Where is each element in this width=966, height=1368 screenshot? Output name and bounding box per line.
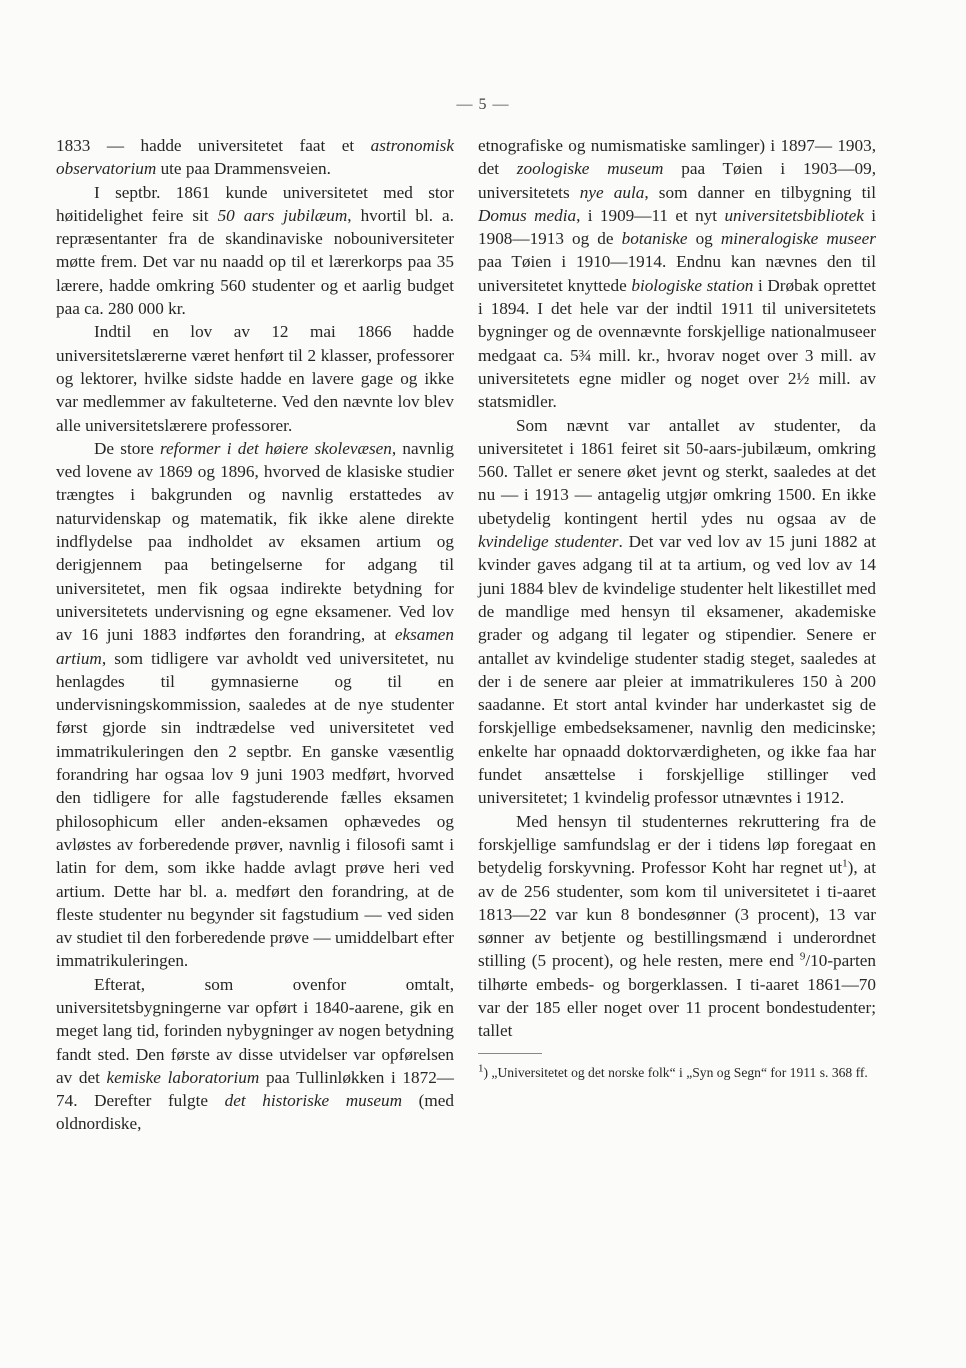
text-run: i Drøbak oprettet i 1894. I det hele var der indtil 1911 til universitetets bygninger og de ovennævnte forskjellige nationalmuseer medgaat ca. 5¾ mill. kr., hvorav noget over 3 mill. av universitetets egne midler og noget over 2½ mill. av statsmidler. xyxy=(478,275,876,412)
text-run: , som tidligere var avholdt ved universitetet, nu henlagdes til gymnasierne og til en undervisningskommission, saaledes at de nye studenter først gjorde sin indtrædelse ved universitetet ved immatrikuleringen den 2 septbr. En ganske væsentlig forandring har ogsaa lov 9 juni 1903 medført, hvorved den tidligere for alle fagstuderende fælles eksamen philosophicum eller anden-eksamen ophævedes og avløstes av forberedende prøver, navnlig i filosofi samt i latin for dem, som ikke hadde avlagt prøve heri ved artium. Dette har bl. a. medført den forandring, at de fleste studenter nu begynder sit fagstudium — ved siden av studiet til den forberedende prøve — umiddelbart efter immatrikuleringen. xyxy=(56,648,454,971)
paragraph xyxy=(478,810,876,1043)
footnote-text: ) „Universitetet og det norske folk“ i „Syn og Segn“ for 1911 s. 368 ff. xyxy=(483,1064,868,1080)
text-run: , som danner en tilbygning til xyxy=(644,182,876,202)
text-run: Som nævnt var antallet av studenter, da universitetet i 1861 feiret sit 50-aars-jubilæum, omkring 560. Tallet er senere øket jevnt og sterkt, saaledes at det nu — i 1913 — antagelig utgjør omkring 1500. En ikke ubetydelig kontingent hertil ydes nu ogsaa av de xyxy=(478,415,876,528)
text-run: Indtil en lov av 12 mai 1866 hadde universitetslærerne været henført til 2 klasser, professorer og lektorer, hvilke sidste hadde en lavere gage og ikke var medlemmer av fakulteterne. Ved den nævnte lov blev alle universitetslærere professorer. xyxy=(56,322,454,435)
text-run: . Det var ved lov av 15 juni 1882 at kvinder gaves adgang til at ta artium, og ved lov av 14 juni 1884 blev de kvindelige studenter helt likestillet med de mandlige med hensyn til eksamener, akademiske grader og adgang til legater og stipendier. Senere er antallet av kvindelige studenter stadig steget, saaledes at der i de senere aar pleier at immatrikuleres 150 à 200 saadanne. Et stort antal kvinder har underkastet sig de forskjellige embedseksamener, navnlig den medicinske; enkelte har opnaadd doktorværdigheten, og ikke faa har fundet ansættelse i forskjellige stillinger ved universitetet; 1 kvindelig professor utnævntes i 1912. xyxy=(478,532,876,808)
text-run: ), at av de 256 studenter, som kom til universitetet i ti-aaret 1813—22 var kun 8 bondesønner (3 procent), 13 var sønner av betjente og bestillingsmænd i underordnet stilling (5 procent), og hele resten, mere end xyxy=(478,858,876,971)
text-run: , hvortil bl. a. repræsentanter fra de skandinaviske nobouniversiteter møtte frem. Det var nu naadd op til et lærerkorps paa 35 lærere, hadde omkring 560 studenter og et aarlig budget paa ca. 280 000 kr. xyxy=(56,205,454,319)
paragraph xyxy=(478,134,876,414)
text-run: etnografiske og numismatiske samlinger) i 1897— 1903, det xyxy=(478,136,876,179)
page-number: — 5 — xyxy=(456,96,510,113)
text-run: , i 1909—11 et nyt xyxy=(576,205,725,225)
text-run: og xyxy=(687,229,721,249)
text-run: De store xyxy=(94,438,160,458)
paragraph xyxy=(56,437,454,973)
text-run: paa Tøien i 1903—09, universitetets xyxy=(478,159,877,202)
footnote-rule xyxy=(478,1053,542,1060)
italic-phrase: reformer i det høiere skolevæsen xyxy=(159,438,392,458)
right-text-column xyxy=(478,134,876,1082)
italic-phrase: mineralogiske museer xyxy=(720,229,876,249)
paragraph xyxy=(56,973,454,1136)
italic-phrase: kvindelige studenter xyxy=(478,532,619,552)
text-run: i 1908—1913 og de xyxy=(478,205,876,249)
italic-phrase: universitetsbibliotek xyxy=(724,205,864,225)
text-run: (med oldnordiske, xyxy=(56,1091,454,1134)
text-run: 1833 — hadde universitetet faat et xyxy=(56,136,371,155)
text-run: , navnlig ved lovene av 1869 og 1896, hvorved de klasiske studier trængtes i bakgrunden og navnlig erstattedes av naturvidenskap og matematik, fik ikke alene direkte indflydelse paa indholdet av eksamen artium og derigjennem paa betingelserne for adgang til universitetet, men fik ogsaa indirekte betydning for universitetets undervisning og egne eksamener. Ved lov av 16 juni 1883 indførtes den forandring, at xyxy=(56,438,454,645)
text-run: paa Tullinløkken i 1872—74. Derefter fulgte xyxy=(56,1067,454,1111)
italic-phrase: astronomisk observatorium xyxy=(56,136,454,179)
paragraph xyxy=(56,320,454,436)
italic-phrase: Domus media xyxy=(478,205,577,225)
left-text-column xyxy=(56,134,454,1136)
text-run: paa Tøien i 1910—1914. Endnu kan nævnes den til universitetet knyttede xyxy=(478,252,876,295)
italic-phrase: nye aula xyxy=(579,182,645,202)
italic-phrase: 50 aars jubilæum xyxy=(217,205,348,225)
paragraph xyxy=(56,134,454,181)
italic-phrase: botaniske xyxy=(621,229,688,249)
text-run: Efterat, som ovenfor omtalt, universitetsbygningerne var opført i 1840-aarene, gik en meget lang tid, forinden nybygninger av nogen betydning fandt sted. Den første av disse utvidelser var opførelsen av det xyxy=(56,974,454,1087)
text-run: Med hensyn til studenternes rekruttering fra de forskjellige samfundslag er der i tidens løp foregaat en betydelig forskyvning. Professor Koht har regnet ut xyxy=(478,811,876,878)
paragraph xyxy=(478,414,876,810)
text-run: I septbr. 1861 kunde universitetet med stor høitidelighet feire sit xyxy=(56,182,454,225)
superscript: 1 xyxy=(842,857,848,870)
italic-phrase: eksamen artium xyxy=(56,625,454,668)
text-run: /10-parten tilhørte embeds- og borgerklassen. I ti-aaret 1861—70 var der 185 eller noget over 11 procent bondestudenter; tallet xyxy=(478,951,876,1041)
italic-phrase: zoologiske museum xyxy=(516,159,664,179)
text-run: ute paa Drammensveien. xyxy=(156,159,331,179)
paragraph xyxy=(56,181,454,321)
right-column-body xyxy=(478,134,876,1043)
italic-phrase: kemiske laboratorium xyxy=(106,1067,260,1087)
italic-phrase: biologiske station xyxy=(631,275,754,295)
footnote xyxy=(478,1064,876,1082)
superscript: 9 xyxy=(799,950,806,963)
italic-phrase: det historiske museum xyxy=(224,1091,403,1111)
footnote-marker: 1 xyxy=(478,1062,484,1075)
